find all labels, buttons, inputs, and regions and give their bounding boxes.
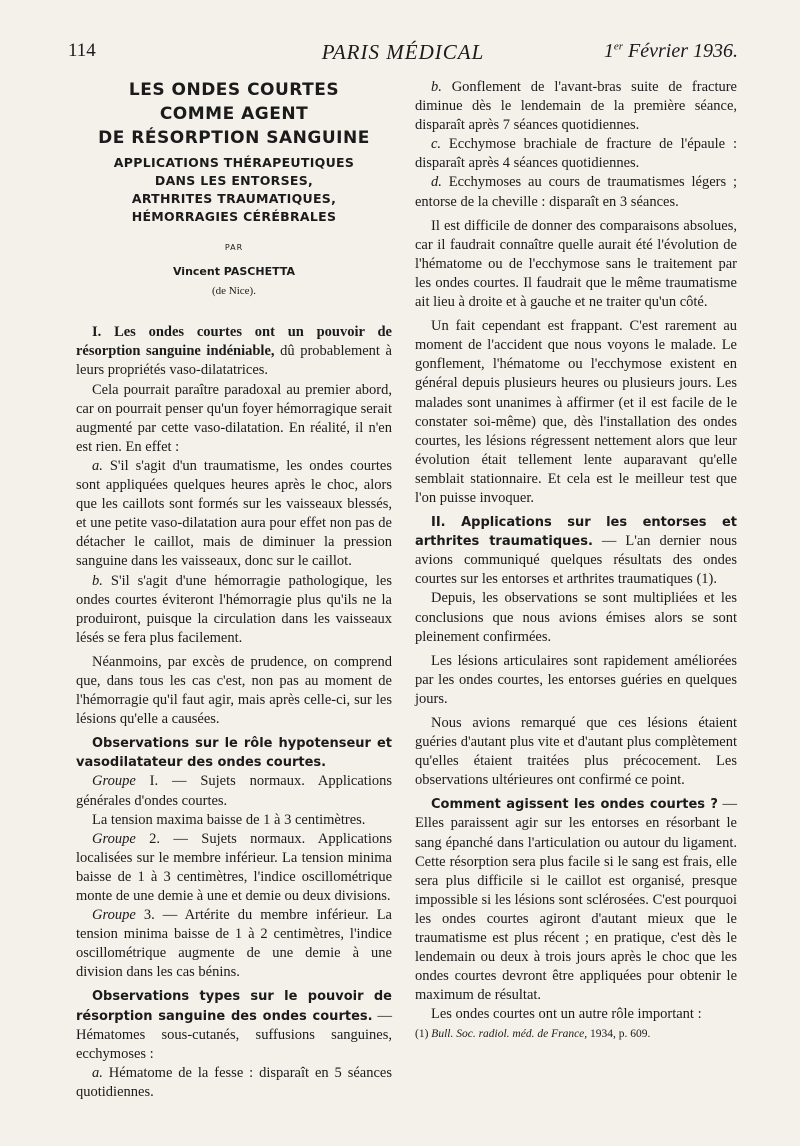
author-name: Vincent PASCHETTA: [172, 265, 296, 279]
paragraph: c. Ecchymose brachiale de fracture de l'épaule : disparaît après 4 séances quotidiennes.: [415, 136, 737, 172]
left-column: [76, 78, 392, 1102]
author-place: (de Nice).: [212, 285, 256, 298]
paragraph: a. S'il s'agit d'un traumatisme, les ondes courtes sont appliquées quelques heures après le choc, alors que les caillots sont formés sur les vaisseaux blessés, et une petite vaso-dilatation aura pour effet non pas de détacher le caillot, mais de diminuer la pression sanguine dans les vaisseaux, donc sur le caillot.: [76, 457, 392, 570]
running-header: [68, 40, 738, 70]
paragraph: Les ondes courtes ont un autre rôle important :: [431, 1006, 702, 1023]
paragraph: a. Hématome de la fesse : disparaît en 5 séances quotidiennes.: [76, 1064, 392, 1100]
paragraph: Néanmoins, par excès de prudence, on comprend que, dans tous les cas c'est, non pas au moment de l'hémorragie qu'il faut agir, mais après celle-ci, sur les lésions qu'elle a causées.: [76, 653, 392, 728]
paragraph: II. Applications sur les entorses et arthrites traumatiques. — L'an dernier nous avions communiqué quelques résultats des ondes courtes sur les entorses et arthrites traumatiques (1).: [415, 515, 737, 588]
paragraph: Il est difficile de donner des comparaisons absolues, car il faudrait connaître quelle aurait été l'évolution de l'hématome ou de l'ecchymose sans le traitement par les ondes courtes. Il faudrait que le même traumatisme ait lieu à droite et à gauche et ne traiter qu'un côté.: [415, 217, 737, 311]
article-title-block: [76, 78, 392, 301]
article-title-line: COMME AGENT: [159, 104, 309, 124]
footnote: (1) Bull. Soc. radiol. méd. de France, 1934, p. 609.: [415, 1027, 651, 1040]
paragraph: Cela pourrait paraître paradoxal au premier abord, car on pourrait penser qu'un foyer hémorragique serait augmenté par cette vaso-dilatation. En réalité, il n'en est rien. En effet :: [76, 381, 392, 455]
paragraph: b. Gonflement de l'avant-bras suite de fracture diminue dès le lendemain de la première séance, disparaît après 7 séances quotidiennes.: [415, 79, 737, 134]
article-subtitle: APPLICATIONS THÉRAPEUTIQUES DANS LES ENTORSES, ARTHRITES TRAUMATIQUES, HÉMORRAGIES CÉRÉBRALES: [113, 155, 355, 224]
paragraph: Groupe 3. — Artérite du membre inférieur. La tension minima baisse de 1 à 2 centimètres, l'indice oscillométrique augmente de une demie à une division dans les cas bénins.: [76, 907, 392, 981]
paragraph: I. Les ondes courtes ont un pouvoir de résorption sanguine indéniable, dû probablement à leurs propriétés vaso-dilatatrices.: [76, 324, 392, 379]
paragraph: Groupe 2. — Sujets normaux. Applications localisées sur le membre inférieur. La tension minima baisse de 1 à 3 centimètres, l'indice oscillométrique monte de une demie à une et demie ou deux divisions.: [76, 830, 392, 904]
paragraph: Depuis, les observations se sont multipliées et les conclusions que nous avions émises alors se sont pleinement confirmées.: [415, 590, 737, 645]
journal-title: PARIS MÉDICAL: [321, 40, 485, 64]
issue-date: 1er Février 1936.: [603, 40, 738, 62]
paragraph: b. S'il s'agit d'une hémorragie pathologique, les ondes courtes éviteront l'hémorragie plus qu'ils ne la produiront, puisque la circulation dans les vaisseaux lésés se fera plus facilement.: [76, 572, 392, 646]
paragraph: La tension maxima baisse de 1 à 3 centimètres.: [92, 811, 366, 828]
article-title-line: DE RÉSORPTION SANGUINE: [98, 128, 370, 148]
paragraph: Les lésions articulaires sont rapidement améliorées par les ondes courtes, les entorses guéries en quelques jours.: [415, 652, 737, 707]
paragraph: Observations types sur le pouvoir de résorption sanguine des ondes courtes. — Hématomes sous-cutanés, suffusions sanguines, ecchymoses :: [76, 989, 392, 1062]
right-column: [415, 78, 737, 1044]
paragraph: d. Ecchymoses au cours de traumatismes légers ; entorse de la cheville : disparaît en 3 séances.: [415, 174, 737, 210]
page-number: 114: [68, 40, 96, 61]
paragraph: Groupe I. — Sujets normaux. Applications générales d'ondes courtes.: [76, 773, 392, 809]
section-heading: Observations sur le rôle hypotenseur et vasodilatateur des ondes courtes.: [76, 736, 392, 771]
paragraph: Nous avions remarqué que ces lésions étaient guéries d'autant plus vite et d'autant plus complètement qu'elles étaient traitées plus précocement. Les observations ultérieures ont confirmé ce point.: [415, 715, 737, 789]
byline-par: PAR: [224, 243, 244, 252]
paragraph: Comment agissent les ondes courtes ? — Elles paraissent agir sur les entorses en résorbant le sang épanché dans l'articulation ou autour du ligament. Cette résorption sera plus facile si le sang est frais, elle sera plus difficile si le caillot est organisé, presque impossible si les lésions sont sclérosées. C'est pourquoi les ondes courtes agiront d'autant mieux que le traumatisme est plus récent ; en pratique, c'est dès le lendemain ou deux à trois jours après le choc que les ondes courtes devront être appliquées pour obtenir le maximum de résultat.: [415, 796, 737, 1004]
article-title-line: LES ONDES COURTES: [128, 80, 340, 100]
paragraph: Un fait cependant est frappant. C'est rarement au moment de l'accident que nous voyons le malade. Le gonflement, l'hématome ou l'ecchymose existent en général depuis plusieurs heures ou plusieurs jours. Les malades sont unanimes à affirmer (et il est facile de le constater soi-même) que, dès l'installation des ondes courtes, les lésions régressent nettement alors que leur évolution était tellement lente auparavant qu'elle semblait stationnaire. Et cela est le meilleur test que l'on puisse invoquer.: [415, 318, 737, 506]
